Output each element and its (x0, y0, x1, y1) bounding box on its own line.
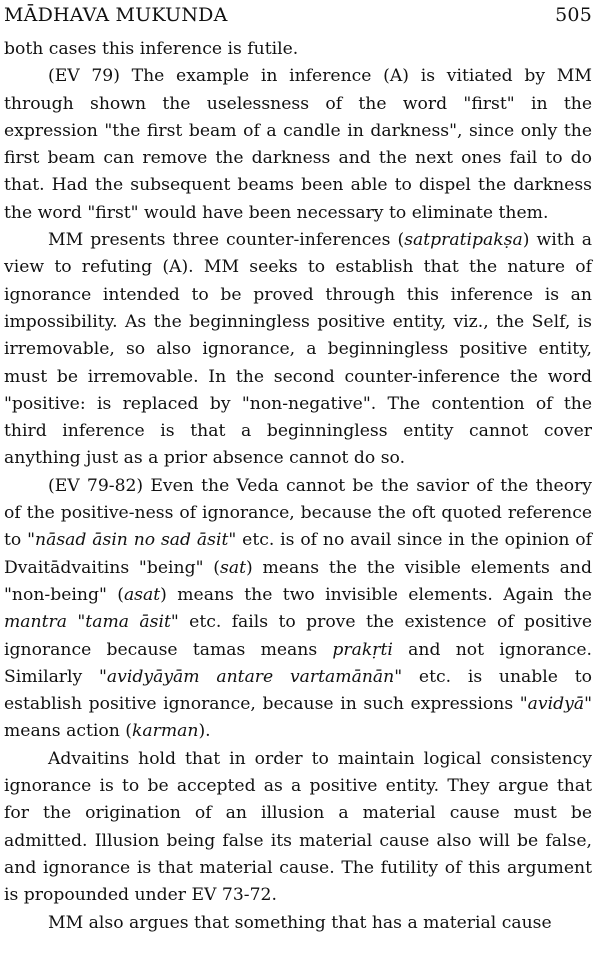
text-run: ). (198, 721, 211, 742)
text-run: and not ignorance. Similarly " (4, 639, 592, 687)
text-run: MM also argues that something that has a material cause (48, 912, 552, 933)
page-header (4, 0, 592, 30)
italic-term: prakṛti (332, 639, 393, 660)
text-run: " etc. is unable to establish positive ignorance, because in such expressions " (4, 666, 592, 715)
text-run: " means action ( (4, 694, 592, 742)
italic-term: karman (131, 721, 199, 742)
page-number: 505 (555, 4, 592, 26)
paragraph (4, 910, 592, 937)
italic-term: satpratipakṣa (404, 230, 523, 251)
paragraph (4, 36, 592, 63)
paragraph (4, 63, 592, 227)
running-title: MĀDHAVA MUKUNDA (4, 4, 228, 26)
italic-term: mantra (4, 612, 67, 633)
italic-term: avidyāyām antare vartamānān (106, 666, 395, 687)
text-run: (EV 79-82) Even the Veda cannot be the savior of the theory of the positive-ness of ignorance, because the oft quoted reference to " (4, 475, 592, 551)
text-run: Advaitins hold that in order to maintain logical consistency ignorance is to be accepted as a positive entity. They argue that for the origination of an illusion a material cause must be admitted. Illusion being false its material cause also will be false, and ignorance is that material cause. The futility of this argument is propounded under EV 73-72. (4, 748, 592, 906)
text-run: (EV 79) The example in inference (A) is vitiated by MM through shown the uselessness of the word "first" in the expression "the first beam of a candle in darkness", since only the first beam can remove the darkness and the next ones fail to do that. Had the subsequent beams been able to dispel the darkness the word "first" would have been necessary to eliminate them. (4, 66, 592, 223)
text-run: ) means the two invisible elements. Again the (160, 584, 592, 605)
text-run: MM presents three counter-inferences ( (48, 230, 405, 251)
italic-term: asat (123, 584, 161, 605)
italic-term: avidyā (527, 694, 585, 715)
text-run: " etc. is of no avail since in the opinion of Dvaitādvaitins "being" ( (4, 530, 593, 578)
text-run: both cases this inference is futile. (4, 39, 299, 59)
text-run: ) with a view to refuting (A). MM seeks to establish that the nature of ignorance intended to be proved through this inference is an impossibility. As the beginningless positive entity, viz., the Self, is irremovable, so also ignorance, a beginningless positive entity, must be irremovable. In the second counter-inference the word "positive: is replaced by "non-negative". The contention of the third inference is that a beginningless entity cannot cover anything just as a prior absence cannot do so. (4, 230, 592, 469)
italic-term: tama āsit (85, 612, 171, 633)
italic-term: nāsad āsin no sad āsit (35, 530, 229, 551)
text-run: ) means the the visible elements and "non-being" ( (4, 557, 592, 605)
paragraph (4, 473, 592, 746)
text-run: " etc. fails to prove the existence of positive ignorance because tamas means (4, 612, 593, 660)
paragraph (4, 227, 592, 473)
body-text (4, 36, 592, 937)
text-run: " (67, 612, 86, 633)
italic-term: sat (220, 557, 246, 578)
paragraph (4, 746, 592, 910)
